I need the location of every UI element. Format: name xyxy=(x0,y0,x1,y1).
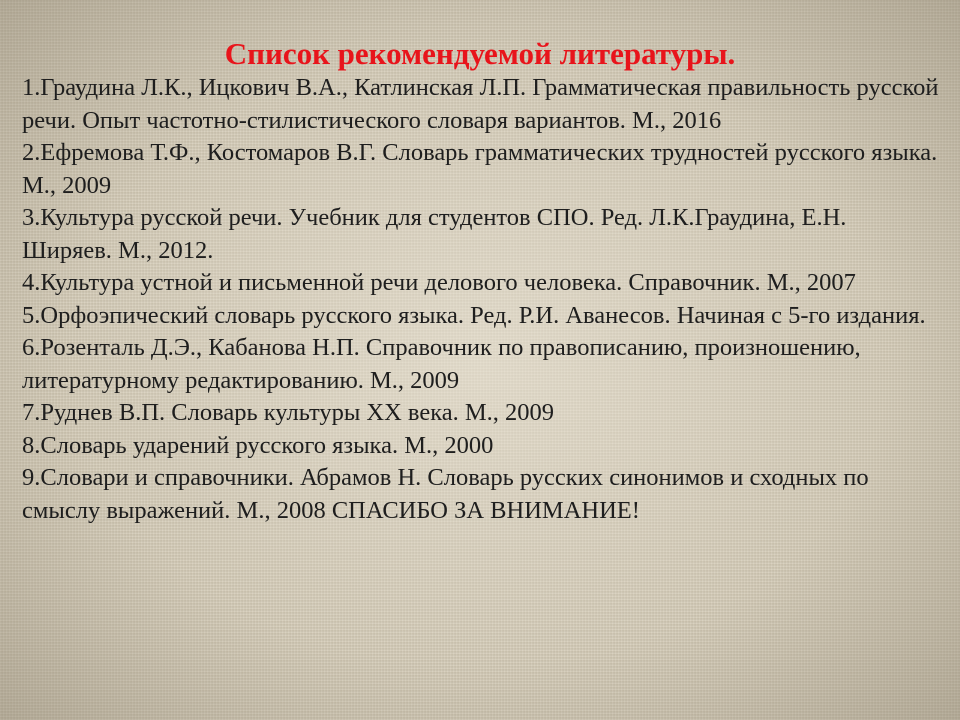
reference-item-7: 7.Руднев В.П. Словарь культуры XX века. М., 2009 xyxy=(22,399,555,426)
slide-title: Список рекомендуемой литературы. xyxy=(224,36,736,71)
reference-item-1: 1.Граудина Л.К., Ицкович В.А., Катлинская Л.П. Грамматическая правильность русской речи. Опыт частотно-стилистического словаря вариантов. М., 2016 xyxy=(22,74,939,134)
reference-item-9-text: 9.Словари и справочники. Абрамов Н. Словарь русских синонимов и сходных по смыслу выражений. М., 2008 xyxy=(22,464,869,524)
reference-item-9 xyxy=(22,462,942,527)
reference-list xyxy=(22,72,942,527)
reference-item-6: 6.Розенталь Д.Э., Кабанова Н.П. Справочник по правописанию, произношению, литературному редактированию. М., 2009 xyxy=(22,334,861,394)
closing-text: СПАСИБО ЗА ВНИМАНИЕ! xyxy=(331,496,640,524)
reference-item-4: 4.Культура устной и письменной речи делового человека. Справочник. М., 2007 xyxy=(22,269,856,296)
reference-item-8: 8.Словарь ударений русского языка. М., 2000 xyxy=(22,431,494,459)
reference-item-5: 5.Орфоэпический словарь русского языка. Ред. Р.И. Аванесов. Начиная с 5-го издания. xyxy=(22,301,926,329)
reference-item-2: 2.Ефремова Т.Ф., Костомаров В.Г. Словарь грамматических трудностей русского языка. М., 2009 xyxy=(22,139,938,199)
reference-item-3: 3.Культура русской речи. Учебник для студентов СПО. Ред. Л.К.Граудина, Е.Н. Ширяев. М., 2012. xyxy=(22,204,847,264)
